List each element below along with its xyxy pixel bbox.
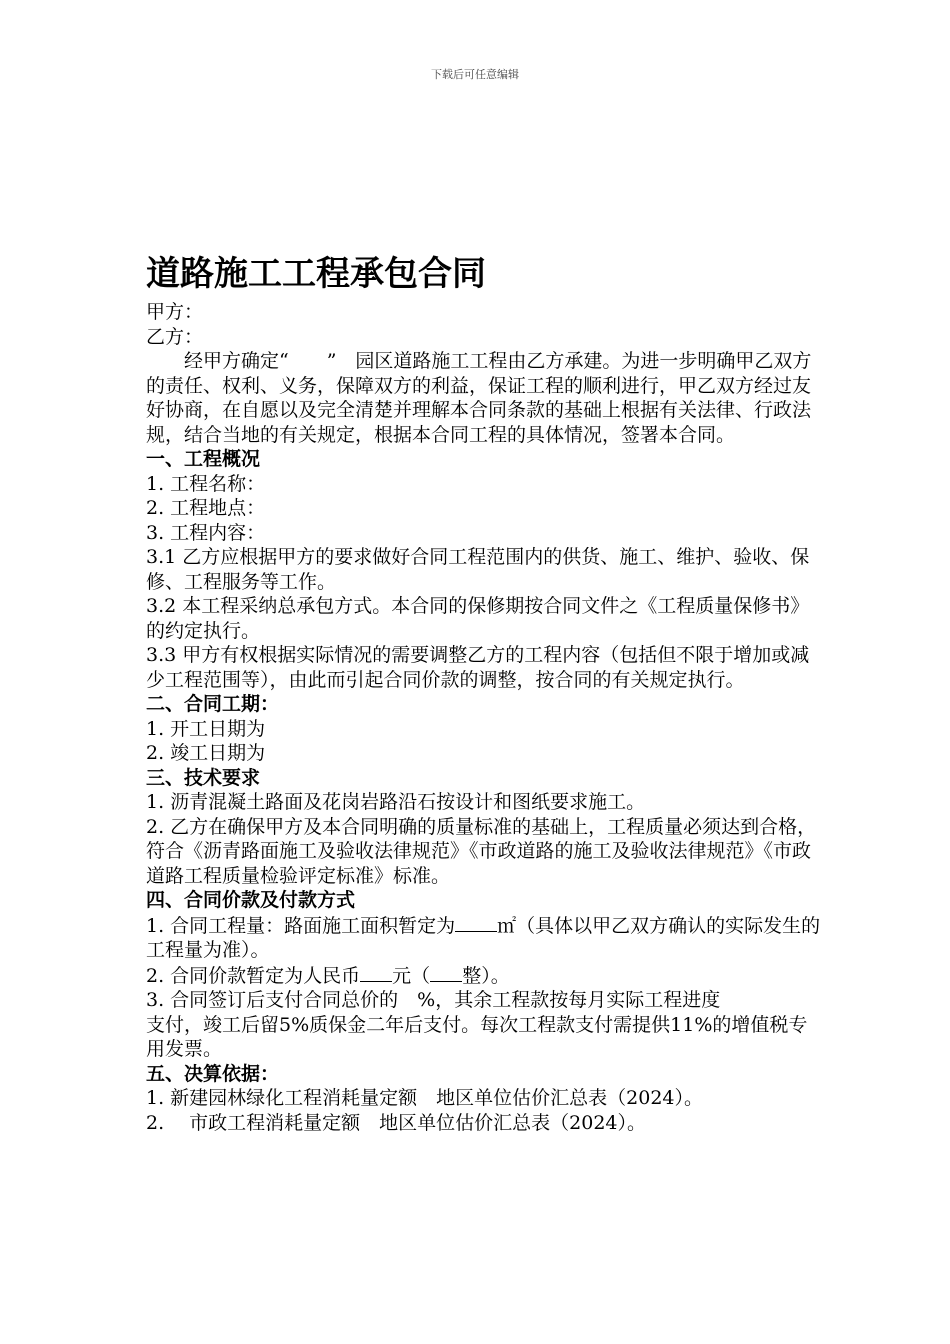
s4-item-2-text-a: 2. 合同价款暂定为人民币 <box>146 964 361 987</box>
s1-item-project-location: 2. 工程地点： <box>146 497 266 519</box>
s1-item-project-content: 3. 工程内容： <box>146 521 266 544</box>
s3-item-2: 2. 乙方在确保甲方及本合同明确的质量标准的基础上，工程质量必须达到合格，符合《沥青路面施工及验收法律规范》《市政道路的施工及验收法律规范》《市政道路工程质量检验评定标准》标准。 <box>146 815 817 887</box>
amount-words-blank-field <box>430 963 462 982</box>
s5-item-1: 1. 新建园林绿化工程消耗量定额 地区单位估价汇总表（2024）。 <box>146 1087 704 1109</box>
section-2-heading: 二、合同工期： <box>146 693 280 715</box>
s5-item-2: 2. 市政工程消耗量定额 地区单位估价汇总表（2024）。 <box>146 1111 647 1134</box>
s4-item-3: 3. 合同签订后支付合同总价的 %，其余工程款按每月实际工程进度 <box>146 989 721 1011</box>
s2-item-start-date: 1. 开工日期为 <box>146 717 266 740</box>
s1-clause-3-3: 3.3 甲方有权根据实际情况的需要调整乙方的工程内容（包括但不限于增加或减少工程范围等），由此而引起合同价款的调整，按合同的有关规定执行。 <box>146 644 810 691</box>
s2-item-end-date: 2. 竣工日期为 <box>146 742 266 764</box>
s4-item-2-text-c: 整）。 <box>462 964 510 987</box>
s4-item-1-text-a: 1. 合同工程量：路面施工面积暂定为 <box>146 914 456 937</box>
s3-item-1: 1. 沥青混凝土路面及花岗岩路沿石按设计和图纸要求施工。 <box>146 791 646 813</box>
section-5-heading: 五、决算依据： <box>146 1062 280 1085</box>
party-a-label: 甲方： <box>146 301 204 323</box>
document-title: 道路施工工程承包合同 <box>146 254 486 294</box>
s1-clause-3-2: 3.2 本工程采纳总承包方式。本合同的保修期按合同文件之《工程质量保修书》的约定执行。 <box>146 595 810 642</box>
area-blank-field <box>455 913 497 932</box>
s4-item-1 <box>146 913 826 963</box>
s4-item-2 <box>146 963 826 989</box>
page-header-note: 下载后可任意编辑 <box>431 68 519 81</box>
s1-item-project-name: 1. 工程名称： <box>146 472 266 495</box>
s4-item-3-continued: 支付，竣工后留5%质保金二年后支付。每次工程款支付需提供11%的增值税专用发票。 <box>146 1013 808 1060</box>
s4-item-2-text-b: 元（ <box>392 964 431 987</box>
party-b-label: 乙方： <box>146 325 204 348</box>
amount-blank-field <box>360 963 392 982</box>
s4-item-1-text-b: ㎡（具体以甲乙双方确认的实际发生的工程量为准）。 <box>146 914 821 961</box>
s1-clause-3-1: 3.1 乙方应根据甲方的要求做好合同工程范围内的供货、施工、维护、验收、保修、工程服务等工作。 <box>146 546 810 593</box>
section-3-heading: 三、技术要求 <box>146 766 261 789</box>
contract-body <box>146 250 826 1135</box>
section-4-heading: 四、合同价款及付款方式 <box>146 889 356 911</box>
intro-paragraph: 经甲方确定“ ” 园区道路施工工程由乙方承建。为进一步明确甲乙双方的责任、权利、义务，保障双方的利益，保证工程的顺利进行，甲乙双方经过友好协商，在自愿以及完全清楚并理解本合同条款的基础上根据有关法律、行政法规，结合当地的有关规定，根据本合同工程的具体情况，签署本合同。 <box>146 350 812 446</box>
section-1-heading: 一、工程概况 <box>146 448 261 470</box>
